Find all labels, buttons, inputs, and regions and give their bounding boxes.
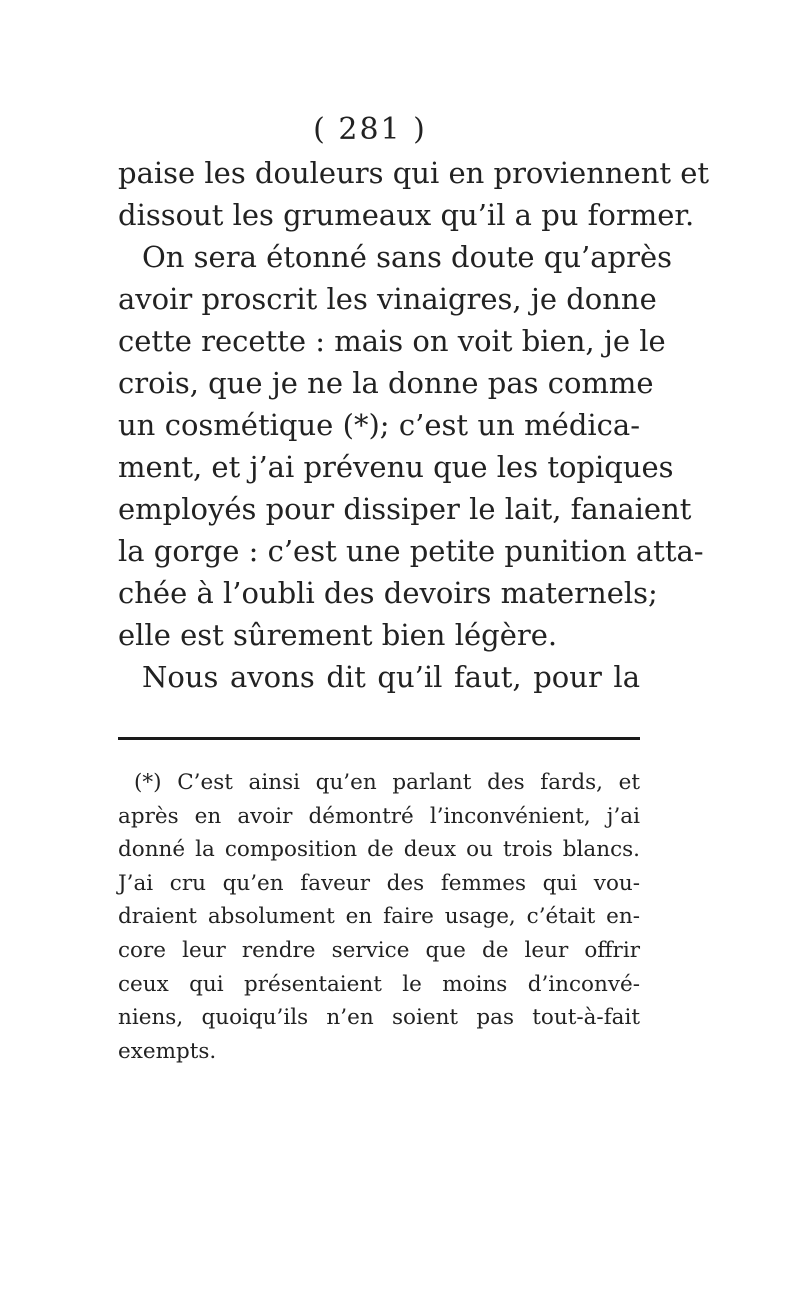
text-line: cette recette : mais on voit bien, je le xyxy=(118,324,666,358)
text-line: employés pour dissiper le lait, fanaient xyxy=(118,492,692,526)
footnote-line: niens, quoiqu’ils n’en soient pas tout-à-fait xyxy=(118,1005,640,1031)
text-line: dissout les grumeaux qu’il a pu former. xyxy=(118,198,695,232)
text-line: Nous avons dit qu’il faut, pour la xyxy=(142,660,640,694)
footnote-line: après en avoir démontré l’inconvénient, j’ai xyxy=(118,803,640,829)
text-line: crois, que je ne la donne pas comme xyxy=(118,366,654,400)
footnote-line: core leur rendre service que de leur offrir xyxy=(118,937,640,963)
footnote-line: ceux qui présentaient le moins d’inconvé- xyxy=(118,971,640,997)
footnote-line: donné la composition de deux ou trois blancs. xyxy=(118,837,640,863)
text-line: un cosmétique (*); c’est un médica- xyxy=(118,408,640,442)
text-line: paise les douleurs qui en proviennent et xyxy=(118,156,710,190)
text-line: chée à l’oubli des devoirs maternels; xyxy=(118,576,658,610)
page-number: ( 281 ) xyxy=(313,112,427,147)
text-line: ment, et j’ai prévenu que les topiques xyxy=(118,450,674,484)
footnote-line: exempts. xyxy=(118,1038,217,1064)
footnote xyxy=(118,766,640,1068)
footnote-line: draient absolument en faire usage, c’était en- xyxy=(118,904,640,930)
footnote-line: (*) C’est ainsi qu’en parlant des fards, et xyxy=(134,770,640,795)
body-text xyxy=(118,152,710,698)
text-line: On sera étonné sans doute qu’après xyxy=(142,240,673,274)
text-line: avoir proscrit les vinaigres, je donne xyxy=(118,282,657,316)
text-line: la gorge : c’est une petite punition atta- xyxy=(118,534,704,568)
footnote-line: J’ai cru qu’en faveur des femmes qui vou- xyxy=(118,870,640,896)
footnote-separator-rule xyxy=(118,737,640,740)
text-line: elle est sûrement bien légère. xyxy=(118,618,558,652)
